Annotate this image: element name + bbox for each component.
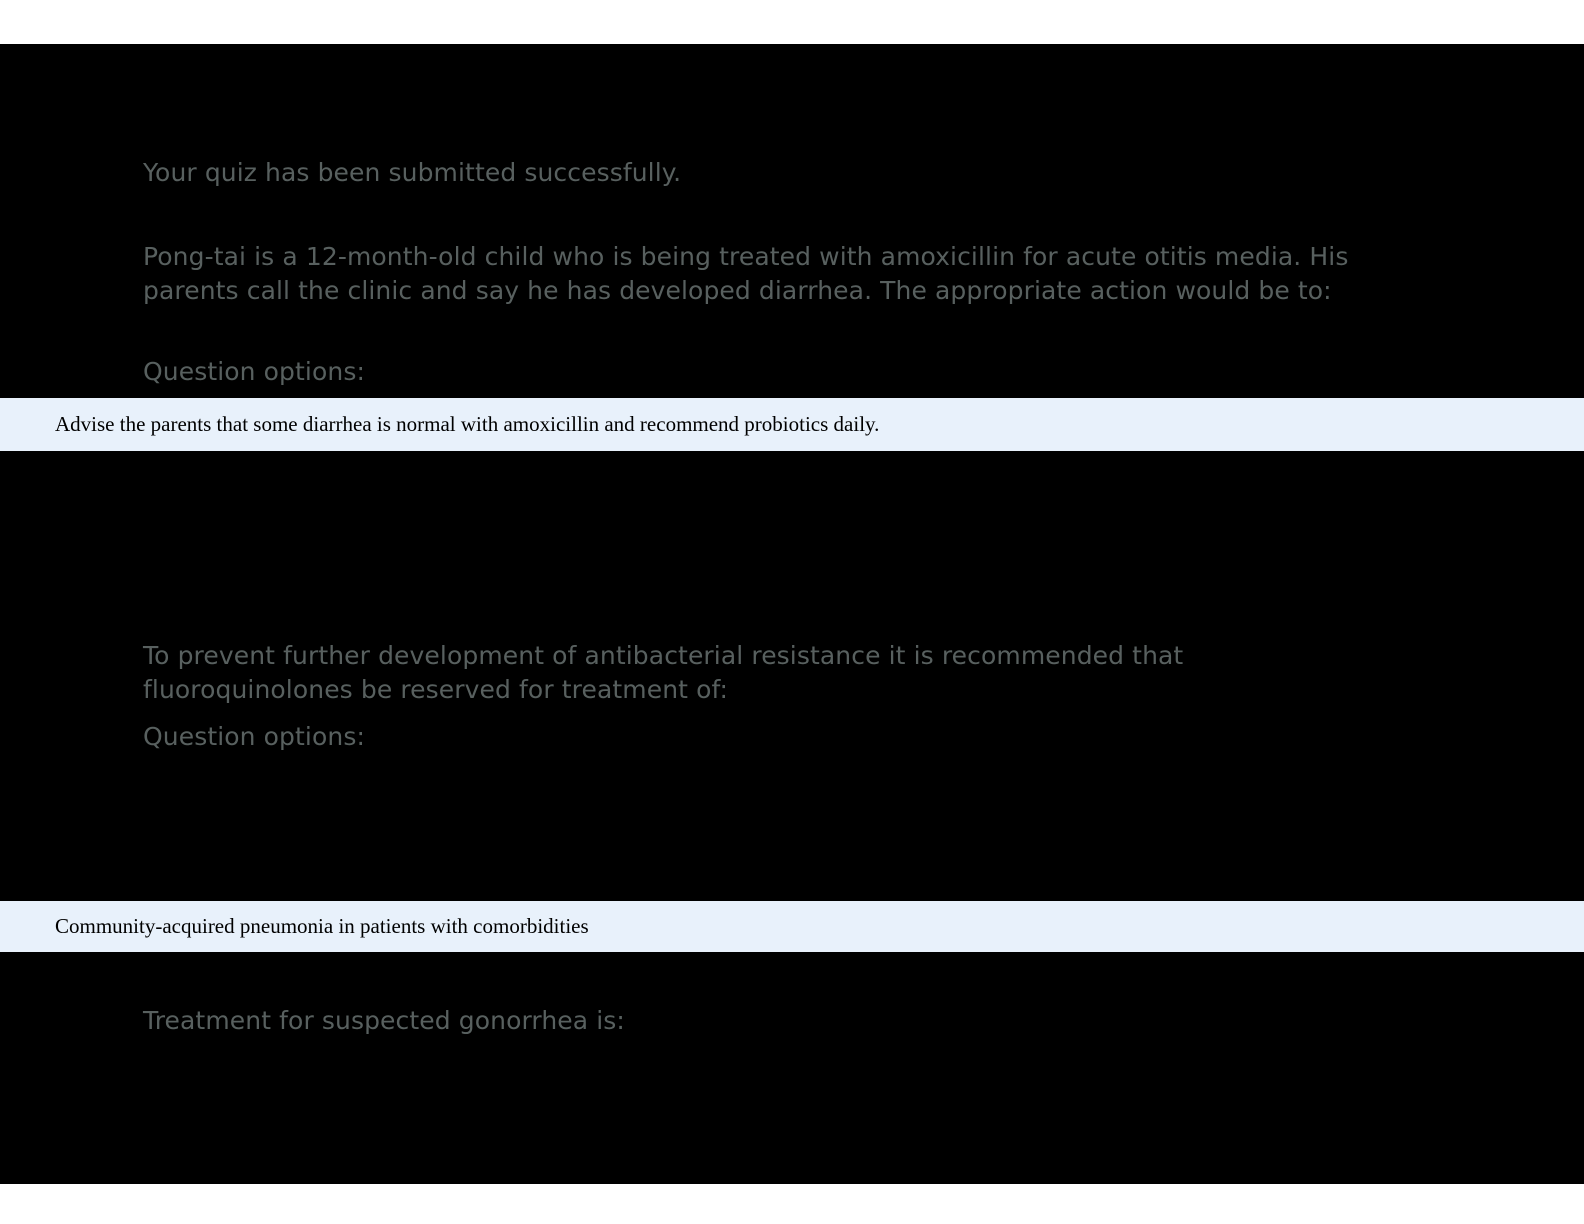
top-margin [0, 0, 1584, 44]
bottom-margin [0, 1184, 1584, 1224]
question-2-options-label: Question options: [143, 722, 365, 751]
question-1-stem: Pong-tai is a 12-month-old child who is being treated with amoxicillin for acute otitis media. His parents call the clinic and say he has developed diarrhea. The appropriate action would be to: [143, 242, 1349, 305]
question-2-stem: To prevent further development of antibacterial resistance it is recommended that fluoroquinolones be reserved for treatment of: [143, 641, 1184, 704]
masked-panel-3 [0, 952, 1584, 1184]
question-1-options-label: Question options: [143, 357, 365, 386]
question-3-stem: Treatment for suspected gonorrhea is: [143, 1006, 625, 1035]
question-2-selected-answer-text: Community-acquired pneumonia in patients with comorbidities [55, 913, 589, 938]
question-2-selected-answer-row[interactable] [0, 901, 1584, 952]
submission-message: Your quiz has been submitted successfully. [143, 158, 682, 187]
question-1-selected-answer-row[interactable] [0, 398, 1584, 451]
masked-panel-1 [0, 44, 1584, 398]
question-1-selected-answer-text: Advise the parents that some diarrhea is normal with amoxicillin and recommend probiotics daily. [55, 411, 880, 436]
